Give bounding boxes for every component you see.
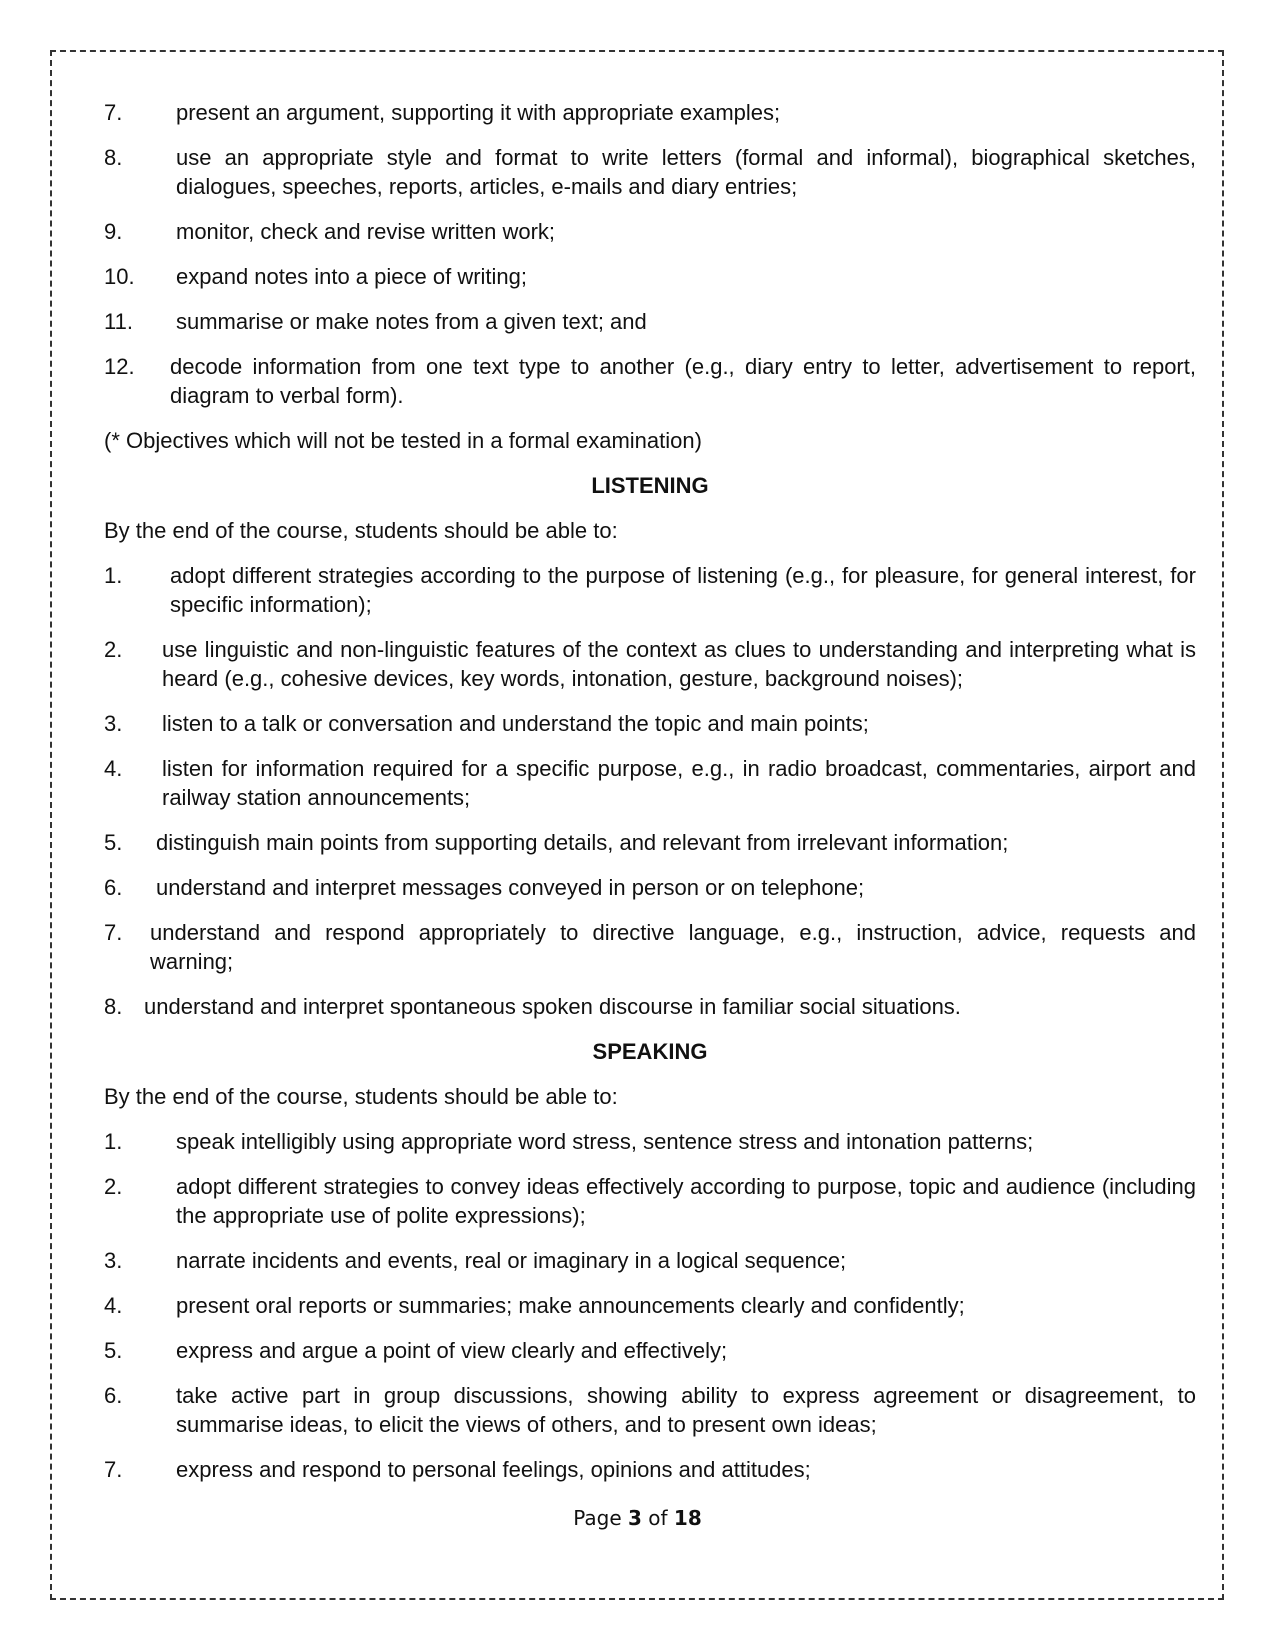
list-item bbox=[104, 98, 1196, 127]
list-item bbox=[104, 352, 1196, 410]
section-intro: By the end of the course, students should be able to: bbox=[104, 518, 618, 543]
item-text: summarise or make notes from a given text; and bbox=[176, 309, 647, 334]
item-number: 7. bbox=[104, 1457, 123, 1482]
item-number: 11. bbox=[104, 309, 133, 334]
item-text: understand and respond appropriately to directive language, e.g., instruction, advice, requests and warning; bbox=[150, 920, 1196, 974]
item-text: narrate incidents and events, real or imaginary in a logical sequence; bbox=[176, 1248, 847, 1273]
item-text: express and respond to personal feelings, opinions and attitudes; bbox=[176, 1457, 811, 1482]
item-text: take active part in group discussions, showing ability to express agreement or disagreement, to summarise ideas, to elicit the views of others, and to present own ideas; bbox=[176, 1383, 1196, 1437]
item-number: 2. bbox=[104, 637, 123, 662]
item-number: 6. bbox=[104, 875, 123, 900]
list-item bbox=[104, 709, 1196, 738]
item-text: adopt different strategies according to the purpose of listening (e.g., for pleasure, for general interest, for specific information); bbox=[170, 563, 1196, 617]
objectives-note: (* Objectives which will not be tested in a formal examination) bbox=[104, 428, 702, 453]
item-number: 9. bbox=[104, 219, 123, 244]
item-text: listen for information required for a specific purpose, e.g., in radio broadcast, commentaries, airport and railway station announcements; bbox=[162, 756, 1196, 810]
item-number: 6. bbox=[104, 1383, 123, 1408]
list-item bbox=[104, 143, 1196, 201]
list-item bbox=[104, 1336, 1196, 1365]
page-content bbox=[104, 98, 1196, 1500]
item-text: speak intelligibly using appropriate word stress, sentence stress and intonation patterns; bbox=[176, 1129, 1034, 1154]
item-number: 1. bbox=[104, 563, 123, 588]
list-item bbox=[104, 1172, 1196, 1230]
item-number: 1. bbox=[104, 1129, 123, 1154]
page-label: Page bbox=[573, 1506, 622, 1530]
list-item bbox=[104, 561, 1196, 619]
item-number: 10. bbox=[104, 264, 135, 289]
item-text: expand notes into a piece of writing; bbox=[176, 264, 528, 289]
list-item bbox=[104, 1291, 1196, 1320]
item-text: listen to a talk or conversation and understand the topic and main points; bbox=[162, 711, 869, 736]
section-intro: By the end of the course, students should be able to: bbox=[104, 1084, 618, 1109]
section-heading-listening: LISTENING bbox=[591, 473, 709, 498]
list-item bbox=[104, 873, 1196, 902]
item-number: 7. bbox=[104, 100, 123, 125]
item-text: monitor, check and revise written work; bbox=[176, 219, 556, 244]
item-text: decode information from one text type to another (e.g., diary entry to letter, advertisement to report, diagram to verbal form). bbox=[170, 354, 1196, 408]
list-item bbox=[104, 918, 1196, 976]
item-number: 8. bbox=[104, 994, 123, 1019]
item-number: 5. bbox=[104, 830, 123, 855]
item-number: 7. bbox=[104, 920, 123, 945]
item-text: understand and interpret messages conveyed in person or on telephone; bbox=[156, 875, 865, 900]
item-number: 3. bbox=[104, 711, 123, 736]
list-item bbox=[104, 1127, 1196, 1156]
item-text: distinguish main points from supporting details, and relevant from irrelevant information; bbox=[156, 830, 1009, 855]
item-text: present an argument, supporting it with appropriate examples; bbox=[176, 100, 781, 125]
list-item bbox=[104, 1381, 1196, 1439]
total-pages-number: 18 bbox=[673, 1506, 702, 1530]
list-item bbox=[104, 992, 1196, 1021]
item-number: 5. bbox=[104, 1338, 123, 1363]
item-number: 12. bbox=[104, 354, 135, 379]
item-number: 4. bbox=[104, 756, 123, 781]
list-item bbox=[104, 1455, 1196, 1484]
item-text: present oral reports or summaries; make announcements clearly and confidently; bbox=[176, 1293, 965, 1318]
item-text: use linguistic and non-linguistic features of the context as clues to understanding and interpreting what is heard (e.g., cohesive devices, key words, intonation, gesture, background noises); bbox=[162, 637, 1196, 691]
list-item bbox=[104, 1246, 1196, 1275]
item-text: express and argue a point of view clearly and effectively; bbox=[176, 1338, 728, 1363]
item-text: understand and interpret spontaneous spoken discourse in familiar social situations. bbox=[144, 994, 961, 1019]
page-footer bbox=[0, 1506, 1275, 1530]
item-text: use an appropriate style and format to write letters (formal and informal), biographical sketches, dialogues, speeches, reports, articles, e-mails and diary entries; bbox=[176, 145, 1196, 199]
current-page-number: 3 bbox=[628, 1506, 642, 1530]
list-item bbox=[104, 217, 1196, 246]
item-text: adopt different strategies to convey ideas effectively according to purpose, topic and audience (including the appropriate use of polite expressions); bbox=[176, 1174, 1196, 1228]
list-item bbox=[104, 262, 1196, 291]
item-number: 3. bbox=[104, 1248, 123, 1273]
item-number: 8. bbox=[104, 145, 123, 170]
page-of-label: of bbox=[648, 1506, 668, 1530]
list-item bbox=[104, 828, 1196, 857]
list-item bbox=[104, 307, 1196, 336]
item-number: 2. bbox=[104, 1174, 123, 1199]
item-number: 4. bbox=[104, 1293, 123, 1318]
section-heading-speaking: SPEAKING bbox=[592, 1039, 708, 1064]
list-item bbox=[104, 754, 1196, 812]
list-item bbox=[104, 635, 1196, 693]
